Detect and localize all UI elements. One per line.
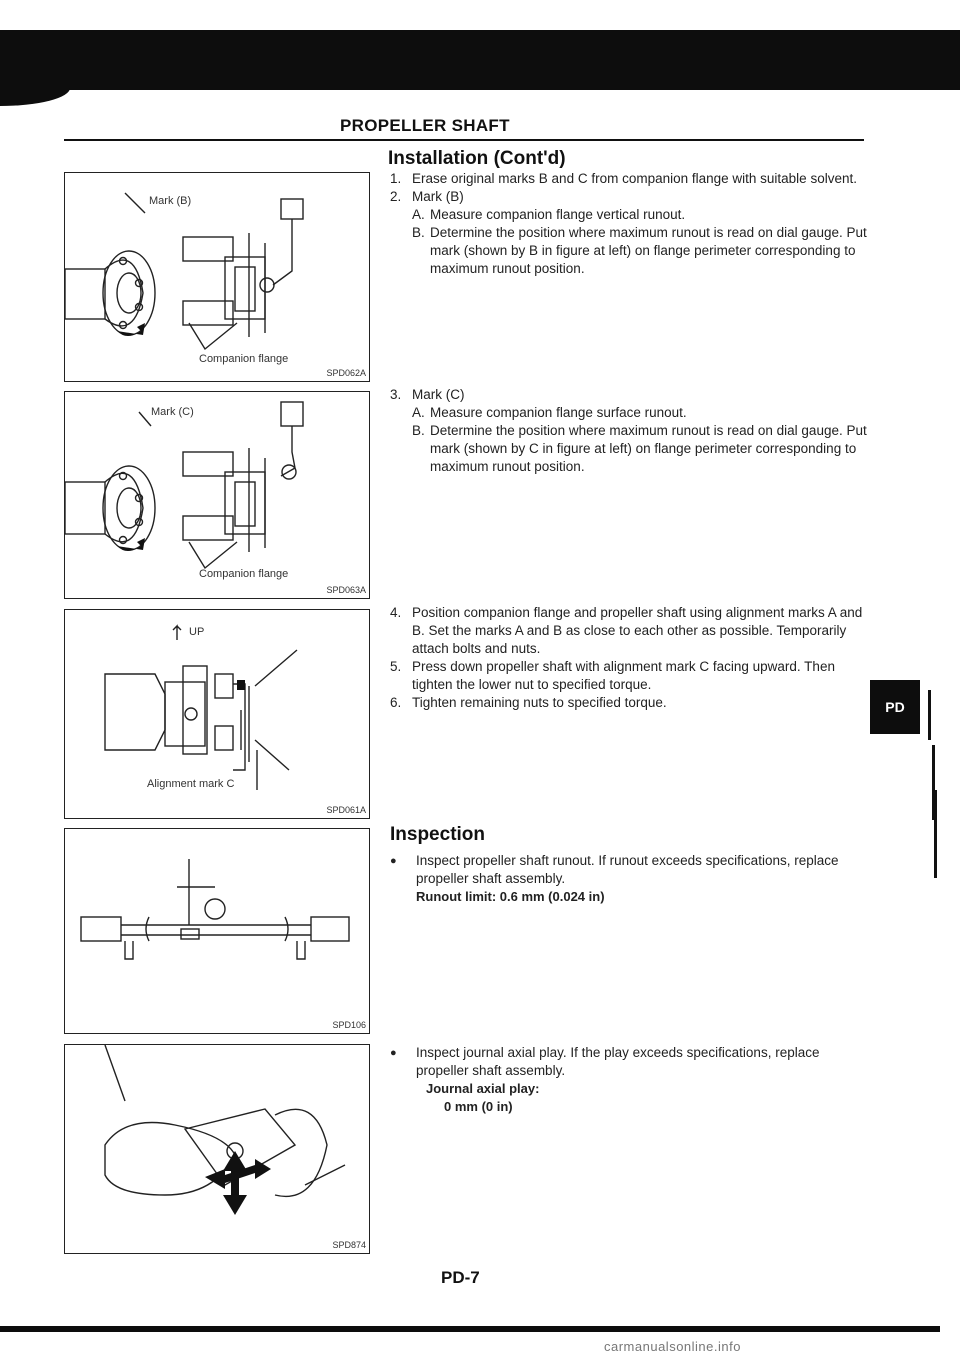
inspection-runout bbox=[390, 852, 870, 906]
figure-code: SPD063A bbox=[326, 585, 366, 595]
companion-flange-label: Companion flange bbox=[199, 568, 289, 580]
top-black-bar bbox=[0, 30, 960, 90]
sub-text: Measure companion flange vertical runout. bbox=[430, 207, 686, 222]
bullet-dot: ● bbox=[390, 1047, 397, 1059]
bullet-text: Inspect journal axial play. If the play exceeds specifications, replace propeller shaft assembly. bbox=[416, 1045, 820, 1078]
step-6 bbox=[390, 694, 870, 712]
sub-number: A. bbox=[412, 405, 425, 420]
bottom-black-bar bbox=[0, 1326, 940, 1332]
step-text: Position companion flange and propeller shaft using alignment marks A and B. Set the marks A and B as close to each other as possible. Temporarily attach bolts and nuts. bbox=[412, 605, 863, 656]
installation-title: Installation (Cont'd) bbox=[388, 148, 566, 169]
runout-limit-spec: Runout limit: 0.6 mm (0.024 in) bbox=[416, 889, 605, 904]
up-label: UP bbox=[189, 626, 205, 638]
axial-play-spec-label: Journal axial play: bbox=[426, 1081, 540, 1096]
step-number: 6. bbox=[390, 695, 402, 710]
figure-code: SPD106 bbox=[332, 1020, 366, 1030]
step-text: Mark (B) bbox=[412, 189, 464, 204]
page-number: PD-7 bbox=[441, 1268, 480, 1287]
companion-flange-label: Companion flange bbox=[199, 353, 289, 365]
inspection-title: Inspection bbox=[390, 824, 486, 845]
page-header: PROPELLER SHAFT bbox=[340, 116, 510, 135]
step-number: 1. bbox=[390, 171, 402, 186]
step-text: Erase original marks B and C from companion flange with suitable solvent. bbox=[412, 171, 857, 186]
figure-axial-play bbox=[64, 1044, 370, 1254]
mark-c-label: Mark (C) bbox=[151, 406, 194, 418]
bullet-axial-play bbox=[390, 1044, 870, 1080]
header-rule bbox=[64, 139, 864, 141]
step-text: Press down propeller shaft with alignment mark C facing upward. Then tighten the lower nut to specified torque. bbox=[412, 659, 835, 692]
step-5 bbox=[390, 658, 870, 694]
edge-mark bbox=[928, 690, 931, 740]
step-3-title bbox=[390, 386, 870, 404]
bullet-dot: ● bbox=[390, 855, 397, 867]
sub-text: Determine the position where maximum runout is read on dial gauge. Put mark (shown by C in figure at left) on flange perimeter corresponding to maximum runout position. bbox=[430, 423, 867, 474]
step-2 bbox=[390, 188, 870, 206]
step-2-b bbox=[412, 224, 870, 278]
figure-code: SPD061A bbox=[326, 805, 366, 815]
step-number: 5. bbox=[390, 659, 402, 674]
axial-play-illustration bbox=[65, 1045, 369, 1253]
figure-mark-b bbox=[64, 172, 370, 382]
figure-code: SPD062A bbox=[326, 368, 366, 378]
step-2-a bbox=[412, 206, 870, 224]
step-4 bbox=[390, 604, 870, 658]
step-number: 3. bbox=[390, 387, 402, 402]
bullet-runout bbox=[390, 852, 870, 888]
figure-code: SPD874 bbox=[332, 1240, 366, 1250]
alignment-mark-label: Alignment mark C bbox=[147, 778, 235, 790]
inspection-axial-play bbox=[390, 1044, 870, 1116]
steps-1-2 bbox=[390, 170, 870, 278]
step-number: 4. bbox=[390, 605, 402, 620]
edge-mark bbox=[934, 790, 937, 878]
steps-4-6 bbox=[390, 604, 870, 712]
sub-number: A. bbox=[412, 207, 425, 222]
step-3 bbox=[390, 386, 870, 476]
figure-runout bbox=[64, 828, 370, 1034]
axial-play-spec-value: 0 mm (0 in) bbox=[444, 1099, 513, 1114]
top-bar-curve bbox=[0, 88, 70, 106]
mark-b-label: Mark (B) bbox=[149, 195, 192, 207]
sub-number: B. bbox=[412, 225, 425, 240]
bullet-text: Inspect propeller shaft runout. If runout exceeds specifications, replace propeller shaft assembly. bbox=[416, 853, 839, 886]
step-1 bbox=[390, 170, 870, 188]
sub-text: Measure companion flange surface runout. bbox=[430, 405, 687, 420]
runout-illustration bbox=[65, 829, 369, 1033]
figure-alignment bbox=[64, 609, 370, 819]
sub-number: B. bbox=[412, 423, 425, 438]
watermark: carmanualsonline.info bbox=[604, 1339, 741, 1354]
mark-b-illustration bbox=[65, 173, 369, 381]
step-3-a bbox=[412, 404, 870, 422]
step-3-b bbox=[412, 422, 870, 476]
figure-mark-c bbox=[64, 391, 370, 599]
section-tab-pd: PD bbox=[870, 680, 920, 734]
sub-text: Determine the position where maximum runout is read on dial gauge. Put mark (shown by B in figure at left) on flange perimeter corresponding to maximum runout position. bbox=[430, 225, 867, 276]
step-text: Tighten remaining nuts to specified torque. bbox=[412, 695, 667, 710]
step-text: Mark (C) bbox=[412, 387, 465, 402]
step-number: 2. bbox=[390, 189, 402, 204]
